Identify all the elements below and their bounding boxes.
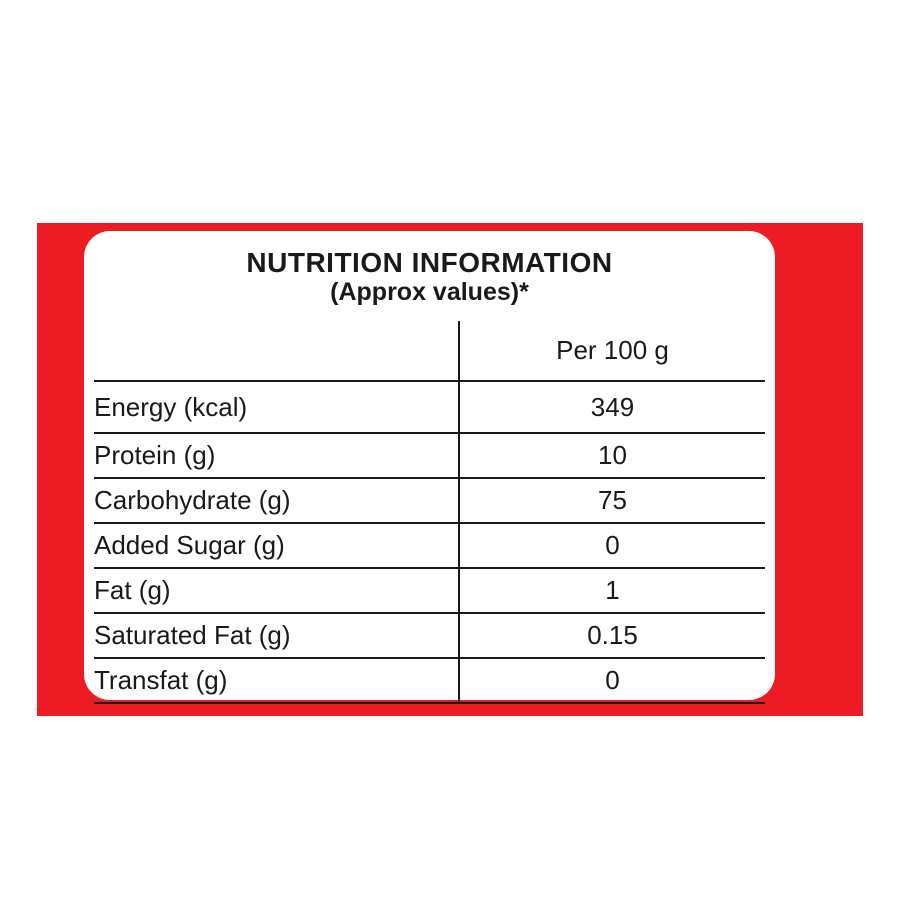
nutrient-name: Carbohydrate (g) xyxy=(94,478,459,523)
nutrition-information-card xyxy=(84,231,775,700)
title-block xyxy=(84,231,775,307)
nutrient-value: 1 xyxy=(459,568,765,613)
table-row xyxy=(94,381,765,433)
table-row xyxy=(94,613,765,658)
table-header-row xyxy=(94,321,765,381)
nutrient-value: 10 xyxy=(459,433,765,478)
column-header-per-100g: Per 100 g xyxy=(556,335,669,365)
table-row xyxy=(94,478,765,523)
nutrient-name: Energy (kcal) xyxy=(94,381,459,433)
nutrient-name: Protein (g) xyxy=(94,433,459,478)
table-row xyxy=(94,658,765,703)
page-subtitle: (Approx values)* xyxy=(330,278,529,307)
nutrient-value: 0.15 xyxy=(459,613,765,658)
nutrient-name: Fat (g) xyxy=(94,568,459,613)
table-row xyxy=(94,433,765,478)
column-header-nutrient xyxy=(94,321,459,381)
nutrient-value: 0 xyxy=(459,523,765,568)
nutrient-value: 349 xyxy=(459,381,765,433)
nutrition-table xyxy=(94,321,765,704)
table-row xyxy=(94,523,765,568)
table-row xyxy=(94,568,765,613)
nutrient-name: Added Sugar (g) xyxy=(94,523,459,568)
page-title: NUTRITION INFORMATION xyxy=(246,247,613,278)
nutrient-value: 75 xyxy=(459,478,765,523)
nutrient-name: Transfat (g) xyxy=(94,658,459,703)
nutrient-value: 0 xyxy=(459,658,765,703)
nutrient-name: Saturated Fat (g) xyxy=(94,613,459,658)
